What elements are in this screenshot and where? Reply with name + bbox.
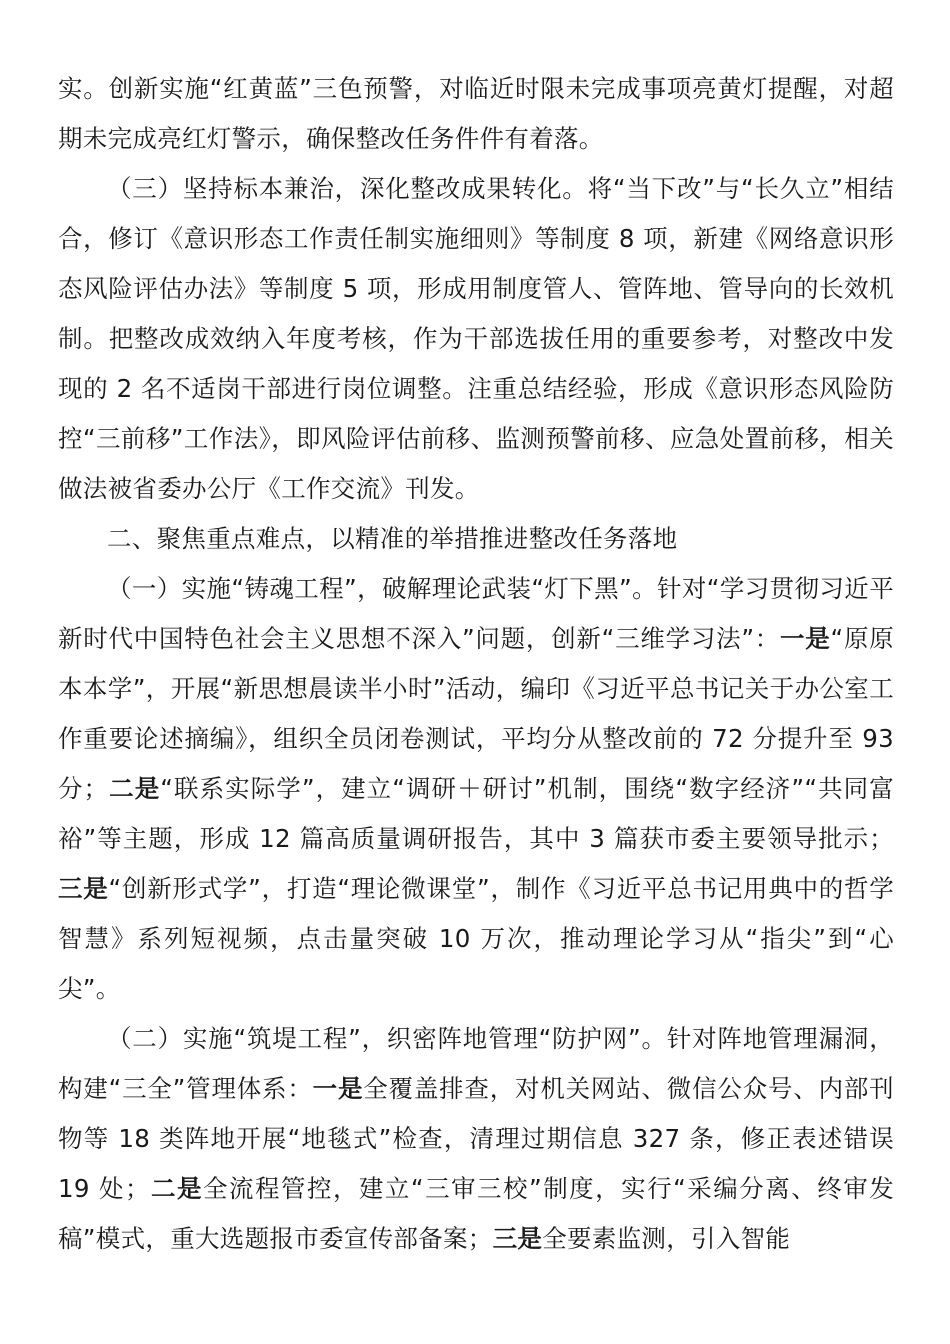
paragraph-lead: （一）实施“铸魂工程”，破解理论武装“灯下黑”。针对“学习贯彻习近平新时代中国特色社会主义思想不深入”问题，创新“三维学习法”：: [58, 574, 894, 653]
item-marker-2: 二是: [149, 1174, 204, 1203]
paragraph-embankment-project: [58, 1014, 894, 1264]
item-marker-2: 二是: [108, 774, 161, 803]
item-marker-3: 三是: [492, 1224, 543, 1253]
document-page: [58, 64, 894, 1264]
item-marker-1: 一是: [780, 624, 831, 653]
item-text-1: 全覆盖排查，对机关网站、微信公众号、内部刊物等 18 类阵地开展“地毯式”检查，清理过期信息 327 条，修正表述错误 19 处；: [58, 1074, 894, 1203]
paragraph-lead: （二）实施“筑堤工程”，织密阵地管理“防护网”。针对阵地管理漏洞，构建“三全”管理体系：: [58, 1024, 894, 1103]
paragraph-section-3: （三）坚持标本兼治，深化整改成果转化。将“当下改”与“长久立”相结合，修订《意识形态工作责任制实施细则》等制度 8 项，新建《网络意识形态风险评估办法》等制度 5 项，形成用制度管人、管阵地、管导向的长效机制。把整改成效纳入年度考核，作为干部选拔任用的重要参考，对整改中发现的 2 名不适岗干部进行岗位调整。注重总结经验，形成《意识形态风险防控“三前移”工作法》，即风险评估前移、监测预警前移、应急处置前移，相关做法被省委办公厅《工作交流》刊发。: [58, 174, 894, 503]
paragraph-continuation: 实。创新实施“红黄蓝”三色预警，对临近时限未完成事项亮黄灯提醒，对超期未完成亮红灯警示，确保整改任务件件有着落。: [58, 74, 894, 153]
item-text-1: “原原本本学”，开展“新思想晨读半小时”活动，编印《习近平总书记关于办公室工作重要论述摘编》，组织全员闭卷测试，平均分从整改前的 72 分提升至 93 分；: [58, 624, 895, 803]
item-marker-3: 三是: [58, 874, 109, 903]
paragraph-soul-project: [58, 564, 894, 1014]
section-heading-2: 二、聚焦重点难点，以精准的举措推进整改任务落地: [107, 524, 678, 553]
item-text-3: 全要素监测，引入智能: [542, 1224, 791, 1253]
item-text-3: “创新形式学”，打造“理论微课堂”，制作《习近平总书记用典中的哲学智慧》系列短视频，点击量突破 10 万次，推动理论学习从“指尖”到“心尖”。: [58, 874, 894, 1003]
item-text-2: 全流程管控，建立“三审三校”制度，实行“采编分离、终审发稿”模式，重大选题报市委宣传部备案；: [58, 1174, 895, 1253]
item-marker-1: 一是: [312, 1074, 364, 1103]
item-text-2: “联系实际学”，建立“调研＋研讨”机制，围绕“数字经济”“共同富裕”等主题，形成 12 篇高质量调研报告，其中 3 篇获市委主要领导批示；: [58, 774, 895, 853]
